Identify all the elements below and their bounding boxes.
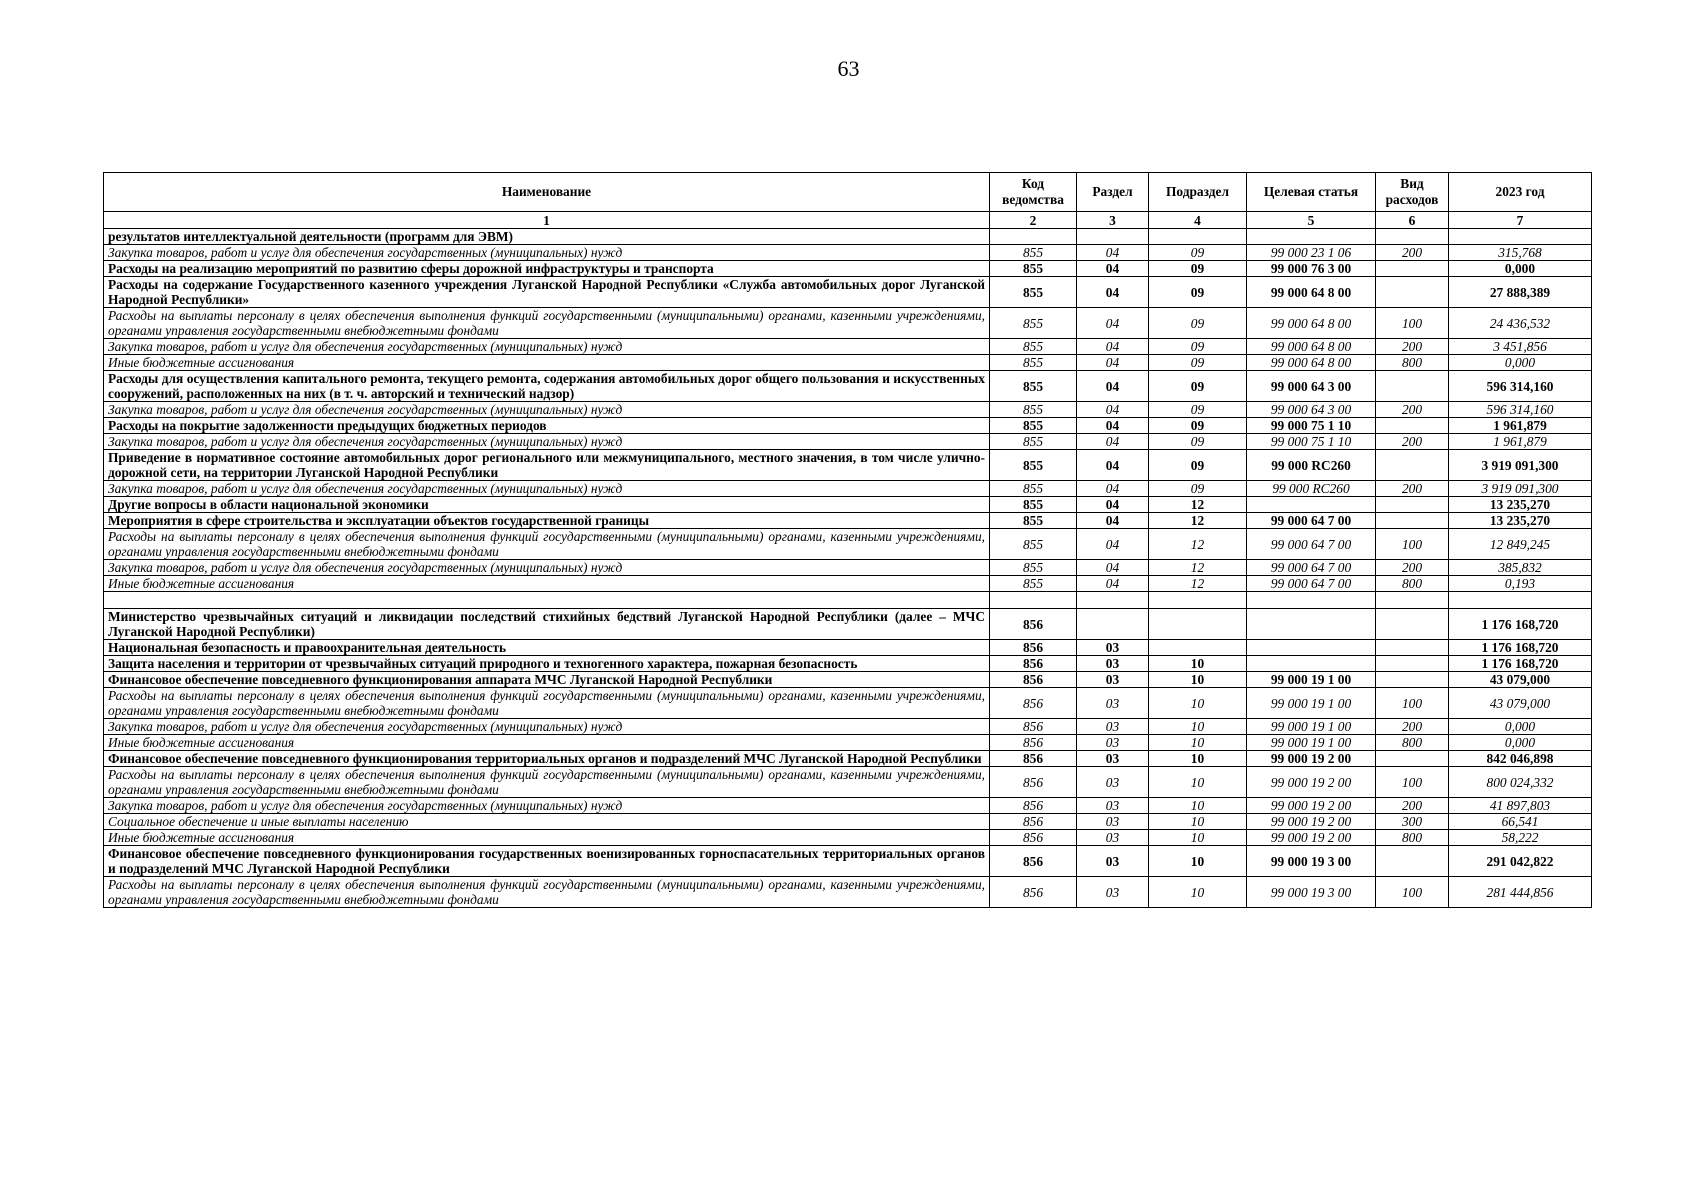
table-row: [104, 229, 1592, 245]
cell-target-article: 99 000 19 1 00: [1247, 735, 1376, 751]
cell-name: результатов интеллектуальной деятельности (программ для ЭВМ): [104, 229, 990, 245]
table-row: [104, 751, 1592, 767]
cell-section: [1077, 229, 1149, 245]
cell-name: Министерство чрезвычайных ситуаций и ликвидации последствий стихийных бедствий Луганской Народной Республики (далее – МЧС Луганской Народной Республики): [104, 609, 990, 640]
cell-section: 04: [1077, 576, 1149, 592]
table-row: [104, 261, 1592, 277]
cell-section: 04: [1077, 513, 1149, 529]
cell-dept-code: 855: [990, 576, 1077, 592]
cell-target-article: [1247, 609, 1376, 640]
cell-expense-kind: [1376, 640, 1449, 656]
cell-dept-code: 855: [990, 402, 1077, 418]
cell-expense-kind: 100: [1376, 877, 1449, 908]
table-row: [104, 688, 1592, 719]
cell-section: 04: [1077, 371, 1149, 402]
cell-dept-code: 855: [990, 513, 1077, 529]
cell-expense-kind: [1376, 672, 1449, 688]
cell-dept-code: [990, 592, 1077, 609]
cell-section: 04: [1077, 355, 1149, 371]
table-row: [104, 497, 1592, 513]
table-row: [104, 339, 1592, 355]
cell-dept-code: 855: [990, 560, 1077, 576]
cell-subsection: 10: [1149, 688, 1247, 719]
table-row: [104, 640, 1592, 656]
table-row: [104, 846, 1592, 877]
table-row: [104, 529, 1592, 560]
cell-amount: [1449, 592, 1592, 609]
table-row: [104, 719, 1592, 735]
cell-dept-code: 855: [990, 371, 1077, 402]
cell-section: 03: [1077, 751, 1149, 767]
cell-subsection: [1149, 592, 1247, 609]
cell-expense-kind: [1376, 371, 1449, 402]
cell-expense-kind: [1376, 751, 1449, 767]
cell-name: Другие вопросы в области национальной экономики: [104, 497, 990, 513]
cell-expense-kind: 200: [1376, 434, 1449, 450]
cell-target-article: 99 000 19 2 00: [1247, 830, 1376, 846]
cell-name: Закупка товаров, работ и услуг для обеспечения государственных (муниципальных) нужд: [104, 339, 990, 355]
cell-amount: 800 024,332: [1449, 767, 1592, 798]
cell-expense-kind: 100: [1376, 688, 1449, 719]
cell-amount: 0,000: [1449, 719, 1592, 735]
cell-expense-kind: [1376, 277, 1449, 308]
cell-section: 03: [1077, 672, 1149, 688]
cell-section: 04: [1077, 560, 1149, 576]
cell-expense-kind: [1376, 592, 1449, 609]
cell-expense-kind: 200: [1376, 339, 1449, 355]
table-body: [104, 229, 1592, 908]
cell-section: 03: [1077, 656, 1149, 672]
cell-target-article: 99 000 19 1 00: [1247, 672, 1376, 688]
header-dept-code: Код ведомства: [990, 173, 1077, 212]
cell-expense-kind: 200: [1376, 719, 1449, 735]
cell-expense-kind: 200: [1376, 245, 1449, 261]
cell-amount: 13 235,270: [1449, 513, 1592, 529]
cell-subsection: [1149, 609, 1247, 640]
cell-expense-kind: [1376, 261, 1449, 277]
cell-expense-kind: 200: [1376, 560, 1449, 576]
cell-expense-kind: [1376, 656, 1449, 672]
table-row: [104, 434, 1592, 450]
cell-target-article: 99 000 RC260: [1247, 481, 1376, 497]
cell-name: Приведение в нормативное состояние автомобильных дорог регионального или межмуниципального, местного значения, в том числе улично-дорожной сети, на территории Луганской Народной Республики: [104, 450, 990, 481]
cell-subsection: 09: [1149, 481, 1247, 497]
table-row: [104, 592, 1592, 609]
cell-name: Расходы на содержание Государственного казенного учреждения Луганской Народной Республики «Служба автомобильных дорог Луганской Народной Республики»: [104, 277, 990, 308]
cell-dept-code: 856: [990, 877, 1077, 908]
cell-amount: 3 919 091,300: [1449, 481, 1592, 497]
cell-target-article: 99 000 19 2 00: [1247, 798, 1376, 814]
cell-dept-code: 855: [990, 277, 1077, 308]
page-number: 63: [837, 56, 860, 81]
column-numbers-row: [104, 212, 1592, 229]
column-number: 5: [1247, 212, 1376, 229]
cell-subsection: 09: [1149, 371, 1247, 402]
cell-dept-code: [990, 229, 1077, 245]
cell-name: Закупка товаров, работ и услуг для обеспечения государственных (муниципальных) нужд: [104, 798, 990, 814]
cell-subsection: 09: [1149, 450, 1247, 481]
cell-amount: 12 849,245: [1449, 529, 1592, 560]
cell-subsection: 10: [1149, 735, 1247, 751]
cell-amount: 43 079,000: [1449, 688, 1592, 719]
cell-name: Иные бюджетные ассигнования: [104, 830, 990, 846]
cell-section: 04: [1077, 497, 1149, 513]
cell-subsection: 10: [1149, 751, 1247, 767]
cell-name: Иные бюджетные ассигнования: [104, 355, 990, 371]
cell-target-article: 99 000 19 1 00: [1247, 688, 1376, 719]
cell-name: Закупка товаров, работ и услуг для обеспечения государственных (муниципальных) нужд: [104, 719, 990, 735]
cell-amount: 58,222: [1449, 830, 1592, 846]
cell-subsection: 09: [1149, 355, 1247, 371]
cell-target-article: 99 000 64 7 00: [1247, 576, 1376, 592]
cell-dept-code: 855: [990, 245, 1077, 261]
cell-section: 04: [1077, 339, 1149, 355]
table-row: [104, 450, 1592, 481]
cell-section: 03: [1077, 846, 1149, 877]
table-row: [104, 798, 1592, 814]
cell-dept-code: 855: [990, 450, 1077, 481]
cell-amount: 385,832: [1449, 560, 1592, 576]
column-number: 3: [1077, 212, 1149, 229]
table-row: [104, 308, 1592, 339]
cell-amount: 1 961,879: [1449, 418, 1592, 434]
cell-expense-kind: [1376, 497, 1449, 513]
cell-expense-kind: [1376, 513, 1449, 529]
cell-subsection: 09: [1149, 339, 1247, 355]
cell-expense-kind: [1376, 609, 1449, 640]
cell-expense-kind: 200: [1376, 798, 1449, 814]
cell-expense-kind: 100: [1376, 308, 1449, 339]
column-number: 6: [1376, 212, 1449, 229]
cell-target-article: 99 000 75 1 10: [1247, 418, 1376, 434]
cell-amount: 281 444,856: [1449, 877, 1592, 908]
cell-amount: 315,768: [1449, 245, 1592, 261]
cell-expense-kind: 800: [1376, 735, 1449, 751]
table-row: [104, 609, 1592, 640]
table-row: [104, 877, 1592, 908]
header-name: Наименование: [104, 173, 990, 212]
cell-section: 03: [1077, 798, 1149, 814]
cell-name: Мероприятия в сфере строительства и эксплуатации объектов государственной границы: [104, 513, 990, 529]
cell-section: [1077, 609, 1149, 640]
table-row: [104, 402, 1592, 418]
cell-target-article: [1247, 497, 1376, 513]
cell-target-article: 99 000 19 3 00: [1247, 877, 1376, 908]
table-row: [104, 656, 1592, 672]
cell-expense-kind: 100: [1376, 529, 1449, 560]
cell-expense-kind: 800: [1376, 576, 1449, 592]
cell-name: Расходы на выплаты персоналу в целях обеспечения выполнения функций государственными (муниципальными) органами, казенными учреждениями, органами управления государственными внебюджетными фондами: [104, 308, 990, 339]
cell-name: Национальная безопасность и правоохранительная деятельность: [104, 640, 990, 656]
cell-subsection: 12: [1149, 513, 1247, 529]
cell-name: Закупка товаров, работ и услуг для обеспечения государственных (муниципальных) нужд: [104, 434, 990, 450]
cell-section: 03: [1077, 640, 1149, 656]
cell-subsection: 10: [1149, 719, 1247, 735]
cell-target-article: 99 000 64 7 00: [1247, 529, 1376, 560]
cell-section: 03: [1077, 735, 1149, 751]
header-target-article: Целевая статья: [1247, 173, 1376, 212]
cell-subsection: 10: [1149, 830, 1247, 846]
cell-target-article: 99 000 75 1 10: [1247, 434, 1376, 450]
cell-amount: 1 961,879: [1449, 434, 1592, 450]
cell-subsection: 09: [1149, 245, 1247, 261]
cell-dept-code: 856: [990, 846, 1077, 877]
table-row: [104, 735, 1592, 751]
cell-section: 04: [1077, 481, 1149, 497]
cell-dept-code: 856: [990, 688, 1077, 719]
cell-target-article: [1247, 640, 1376, 656]
cell-section: 03: [1077, 688, 1149, 719]
cell-section: 04: [1077, 402, 1149, 418]
table-row: [104, 814, 1592, 830]
cell-amount: 596 314,160: [1449, 371, 1592, 402]
cell-subsection: 10: [1149, 877, 1247, 908]
table-row: [104, 355, 1592, 371]
cell-dept-code: 855: [990, 308, 1077, 339]
cell-subsection: 10: [1149, 814, 1247, 830]
cell-expense-kind: [1376, 450, 1449, 481]
cell-subsection: 09: [1149, 402, 1247, 418]
cell-target-article: [1247, 592, 1376, 609]
cell-name: Закупка товаров, работ и услуг для обеспечения государственных (муниципальных) нужд: [104, 560, 990, 576]
cell-dept-code: 855: [990, 529, 1077, 560]
cell-target-article: 99 000 64 3 00: [1247, 371, 1376, 402]
cell-amount: 3 919 091,300: [1449, 450, 1592, 481]
cell-name: Расходы на выплаты персоналу в целях обеспечения выполнения функций государственными (муниципальными) органами, казенными учреждениями, органами управления государственными внебюджетными фондами: [104, 877, 990, 908]
cell-expense-kind: 800: [1376, 830, 1449, 846]
column-number: 4: [1149, 212, 1247, 229]
cell-expense-kind: [1376, 846, 1449, 877]
cell-amount: 66,541: [1449, 814, 1592, 830]
cell-section: 03: [1077, 877, 1149, 908]
cell-name: Иные бюджетные ассигнования: [104, 735, 990, 751]
cell-name: Финансовое обеспечение повседневного функционирования аппарата МЧС Луганской Народной Республики: [104, 672, 990, 688]
cell-amount: 1 176 168,720: [1449, 656, 1592, 672]
column-number: 2: [990, 212, 1077, 229]
cell-amount: 0,000: [1449, 355, 1592, 371]
table-row: [104, 560, 1592, 576]
cell-amount: 41 897,803: [1449, 798, 1592, 814]
cell-amount: 24 436,532: [1449, 308, 1592, 339]
table-row: [104, 418, 1592, 434]
cell-subsection: 12: [1149, 560, 1247, 576]
cell-dept-code: 856: [990, 735, 1077, 751]
cell-amount: 1 176 168,720: [1449, 609, 1592, 640]
cell-section: 04: [1077, 450, 1149, 481]
cell-dept-code: 855: [990, 434, 1077, 450]
cell-dept-code: 856: [990, 719, 1077, 735]
cell-name: Закупка товаров, работ и услуг для обеспечения государственных (муниципальных) нужд: [104, 481, 990, 497]
cell-section: 03: [1077, 719, 1149, 735]
table-row: [104, 245, 1592, 261]
cell-expense-kind: [1376, 418, 1449, 434]
cell-amount: 0,193: [1449, 576, 1592, 592]
cell-dept-code: 856: [990, 751, 1077, 767]
cell-dept-code: 855: [990, 418, 1077, 434]
cell-dept-code: 856: [990, 798, 1077, 814]
cell-target-article: 99 000 23 1 06: [1247, 245, 1376, 261]
cell-target-article: 99 000 64 7 00: [1247, 560, 1376, 576]
cell-target-article: 99 000 76 3 00: [1247, 261, 1376, 277]
table-row: [104, 277, 1592, 308]
cell-name: [104, 592, 990, 609]
cell-expense-kind: [1376, 229, 1449, 245]
cell-expense-kind: 200: [1376, 481, 1449, 497]
cell-dept-code: 856: [990, 640, 1077, 656]
cell-target-article: 99 000 64 8 00: [1247, 355, 1376, 371]
cell-name: Защита населения и территории от чрезвычайных ситуаций природного и техногенного характера, пожарная безопасность: [104, 656, 990, 672]
cell-subsection: 12: [1149, 497, 1247, 513]
cell-target-article: 99 000 19 2 00: [1247, 814, 1376, 830]
table-row: [104, 767, 1592, 798]
cell-subsection: [1149, 229, 1247, 245]
cell-name: Расходы на выплаты персоналу в целях обеспечения выполнения функций государственными (муниципальными) органами, казенными учреждениями, органами управления государственными внебюджетными фондами: [104, 529, 990, 560]
cell-name: Расходы для осуществления капитального ремонта, текущего ремонта, содержания автомобильных дорог общего пользования и искусственных сооружений, расположенных на них (в т. ч. авторский и технический надзор): [104, 371, 990, 402]
cell-amount: 43 079,000: [1449, 672, 1592, 688]
cell-name: Расходы на покрытие задолженности предыдущих бюджетных периодов: [104, 418, 990, 434]
cell-target-article: 99 000 19 2 00: [1247, 767, 1376, 798]
cell-name: Закупка товаров, работ и услуг для обеспечения государственных (муниципальных) нужд: [104, 402, 990, 418]
cell-name: Закупка товаров, работ и услуг для обеспечения государственных (муниципальных) нужд: [104, 245, 990, 261]
cell-expense-kind: 300: [1376, 814, 1449, 830]
cell-target-article: 99 000 64 3 00: [1247, 402, 1376, 418]
table-row: [104, 513, 1592, 529]
header-year-2023: 2023 год: [1449, 173, 1592, 212]
cell-dept-code: 856: [990, 609, 1077, 640]
cell-subsection: 09: [1149, 261, 1247, 277]
table-row: [104, 371, 1592, 402]
header-section: Раздел: [1077, 173, 1149, 212]
cell-amount: 3 451,856: [1449, 339, 1592, 355]
cell-amount: 842 046,898: [1449, 751, 1592, 767]
header-subsection: Подраздел: [1149, 173, 1247, 212]
cell-section: 03: [1077, 767, 1149, 798]
cell-target-article: 99 000 64 8 00: [1247, 308, 1376, 339]
cell-subsection: 10: [1149, 846, 1247, 877]
cell-target-article: 99 000 64 8 00: [1247, 339, 1376, 355]
cell-name: Расходы на выплаты персоналу в целях обеспечения выполнения функций государственными (муниципальными) органами, казенными учреждениями, органами управления государственными внебюджетными фондами: [104, 688, 990, 719]
cell-section: 03: [1077, 830, 1149, 846]
cell-section: 04: [1077, 277, 1149, 308]
cell-name: Финансовое обеспечение повседневного функционирования государственных военизированных горноспасательных территориальных органов и подразделений МЧС Луганской Народной Республики: [104, 846, 990, 877]
table-row: [104, 576, 1592, 592]
cell-subsection: 09: [1149, 418, 1247, 434]
budget-table: [103, 172, 1592, 908]
cell-amount: 596 314,160: [1449, 402, 1592, 418]
cell-dept-code: 856: [990, 830, 1077, 846]
cell-section: 04: [1077, 434, 1149, 450]
cell-section: 03: [1077, 814, 1149, 830]
cell-target-article: [1247, 656, 1376, 672]
cell-section: [1077, 592, 1149, 609]
cell-target-article: 99 000 19 2 00: [1247, 751, 1376, 767]
cell-section: 04: [1077, 529, 1149, 560]
cell-subsection: 09: [1149, 308, 1247, 339]
cell-expense-kind: 800: [1376, 355, 1449, 371]
cell-amount: 13 235,270: [1449, 497, 1592, 513]
cell-name: Расходы на реализацию мероприятий по развитию сферы дорожной инфраструктуры и транспорта: [104, 261, 990, 277]
cell-dept-code: 855: [990, 339, 1077, 355]
cell-subsection: 10: [1149, 767, 1247, 798]
cell-expense-kind: 100: [1376, 767, 1449, 798]
cell-dept-code: 856: [990, 672, 1077, 688]
cell-name: Финансовое обеспечение повседневного функционирования территориальных органов и подразделений МЧС Луганской Народной Республики: [104, 751, 990, 767]
cell-amount: 1 176 168,720: [1449, 640, 1592, 656]
cell-subsection: [1149, 640, 1247, 656]
column-number: 1: [104, 212, 990, 229]
cell-subsection: 10: [1149, 672, 1247, 688]
cell-target-article: [1247, 229, 1376, 245]
cell-amount: [1449, 229, 1592, 245]
cell-name: Социальное обеспечение и иные выплаты населению: [104, 814, 990, 830]
column-number: 7: [1449, 212, 1592, 229]
cell-subsection: 10: [1149, 798, 1247, 814]
cell-amount: 27 888,389: [1449, 277, 1592, 308]
cell-subsection: 10: [1149, 656, 1247, 672]
cell-amount: 0,000: [1449, 735, 1592, 751]
cell-section: 04: [1077, 308, 1149, 339]
cell-amount: 0,000: [1449, 261, 1592, 277]
header-expense-kind: Вид расходов: [1376, 173, 1449, 212]
cell-dept-code: 855: [990, 355, 1077, 371]
table-row: [104, 672, 1592, 688]
cell-dept-code: 855: [990, 497, 1077, 513]
table-header-row: [104, 173, 1592, 212]
table-row: [104, 830, 1592, 846]
cell-dept-code: 856: [990, 814, 1077, 830]
cell-dept-code: 855: [990, 481, 1077, 497]
cell-section: 04: [1077, 261, 1149, 277]
cell-subsection: 09: [1149, 434, 1247, 450]
table-row: [104, 481, 1592, 497]
cell-expense-kind: 200: [1376, 402, 1449, 418]
cell-subsection: 12: [1149, 576, 1247, 592]
cell-target-article: 99 000 19 3 00: [1247, 846, 1376, 877]
cell-subsection: 09: [1149, 277, 1247, 308]
cell-name: Иные бюджетные ассигнования: [104, 576, 990, 592]
cell-target-article: 99 000 19 1 00: [1247, 719, 1376, 735]
cell-dept-code: 856: [990, 656, 1077, 672]
cell-dept-code: 856: [990, 767, 1077, 798]
cell-name: Расходы на выплаты персоналу в целях обеспечения выполнения функций государственными (муниципальными) органами, казенными учреждениями, органами управления государственными внебюджетными фондами: [104, 767, 990, 798]
cell-target-article: 99 000 64 7 00: [1247, 513, 1376, 529]
cell-section: 04: [1077, 245, 1149, 261]
cell-subsection: 12: [1149, 529, 1247, 560]
cell-dept-code: 855: [990, 261, 1077, 277]
cell-target-article: 99 000 RC260: [1247, 450, 1376, 481]
cell-target-article: 99 000 64 8 00: [1247, 277, 1376, 308]
cell-section: 04: [1077, 418, 1149, 434]
cell-amount: 291 042,822: [1449, 846, 1592, 877]
